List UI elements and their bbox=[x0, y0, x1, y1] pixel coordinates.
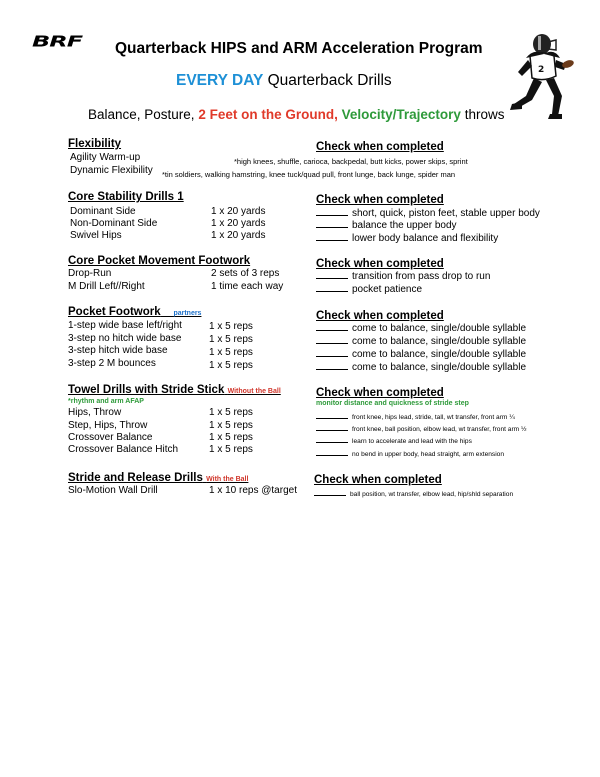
core-row-3-name: Swivel Hips bbox=[70, 230, 122, 241]
check-blank[interactable] bbox=[316, 430, 348, 431]
focus-line bbox=[88, 107, 504, 122]
core-row-2-name: Non-Dominant Side bbox=[70, 218, 158, 229]
svg-text:2: 2 bbox=[538, 65, 545, 75]
check-header-pocket-footwork: Check when completed bbox=[316, 310, 444, 322]
pm-row-1-reps: 2 sets of 3 reps bbox=[211, 268, 280, 279]
flex-row-1-detail: *high knees, shuffle, carioca, backpedal, butt kicks, power skips, sprint bbox=[234, 157, 468, 166]
pm-row-2-check bbox=[316, 285, 422, 295]
sr-row-1-check-text: ball position, wt transfer, elbow lead, hip/shld separation bbox=[350, 491, 514, 498]
core-row-1-check-text: short, quick, piston feet, stable upper body bbox=[352, 208, 540, 219]
sr-row-1-check bbox=[314, 491, 513, 498]
pf-row-4-check-text: come to balance, single/double syllable bbox=[352, 362, 526, 373]
section-title-pocket-movement: Core Pocket Movement Footwork bbox=[68, 255, 251, 267]
pf-row-1-name: 1-step wide base left/right bbox=[68, 320, 182, 331]
core-row-3-check bbox=[316, 234, 498, 244]
core-row-2-check-text: balance the upper body bbox=[352, 220, 457, 231]
focus-part-end: throws bbox=[464, 107, 505, 122]
check-blank[interactable] bbox=[316, 227, 348, 228]
core-row-1-name: Dominant Side bbox=[70, 206, 136, 217]
section-title-pocket-footwork bbox=[68, 306, 201, 318]
check-blank[interactable] bbox=[316, 278, 348, 279]
pm-row-2-reps: 1 time each way bbox=[211, 281, 284, 292]
tw-row-2-name: Step, Hips, Throw bbox=[68, 420, 148, 431]
pm-row-1-name: Drop-Run bbox=[68, 268, 112, 279]
every-day-label: EVERY DAY bbox=[176, 72, 264, 89]
focus-part-a: Balance, Posture, bbox=[88, 107, 195, 122]
football-player-illustration bbox=[500, 30, 580, 122]
check-blank[interactable] bbox=[314, 495, 346, 496]
towel-check-note: monitor distance and quickness of stride step bbox=[316, 400, 469, 407]
towel-note: Without the Ball bbox=[227, 388, 281, 395]
towel-subnote: *rhythm and arm AFAP bbox=[68, 398, 144, 405]
check-blank[interactable] bbox=[316, 240, 348, 241]
core-row-3-check-text: lower body balance and flexibility bbox=[352, 233, 499, 244]
check-blank[interactable] bbox=[316, 455, 348, 456]
flex-row-1-name: Agility Warm-up bbox=[70, 152, 141, 163]
pf-row-2-reps: 1 x 5 reps bbox=[209, 334, 253, 345]
tw-row-1-check bbox=[316, 414, 515, 421]
tw-row-3-name: Crossover Balance bbox=[68, 432, 153, 443]
check-blank[interactable] bbox=[316, 442, 348, 443]
towel-title: Towel Drills with Stride Stick bbox=[68, 384, 225, 396]
pm-row-1-check bbox=[316, 272, 490, 282]
tw-row-4-name: Crossover Balance Hitch bbox=[68, 444, 179, 455]
pf-row-3-check bbox=[316, 350, 526, 360]
section-title-flexibility: Flexibility bbox=[68, 138, 122, 150]
pf-row-4-name: 3-step 2 M bounces bbox=[68, 358, 156, 369]
pf-row-3-name: 3-step hitch wide base bbox=[68, 345, 168, 356]
tw-row-1-reps: 1 x 5 reps bbox=[209, 407, 253, 418]
stride-note: With the Ball bbox=[206, 476, 249, 483]
check-blank[interactable] bbox=[316, 369, 348, 370]
pm-row-2-name: M Drill Left//Right bbox=[68, 281, 145, 292]
check-blank[interactable] bbox=[316, 330, 348, 331]
pf-row-1-check bbox=[316, 324, 526, 334]
flex-row-2-detail: *tin soldiers, walking hamstring, knee tuck/quad pull, front lunge, back lunge, spider man bbox=[162, 170, 456, 179]
pf-row-2-name: 3-step no hitch wide base bbox=[68, 333, 182, 344]
section-title-towel-drills bbox=[68, 384, 281, 396]
page-subtitle bbox=[176, 72, 392, 90]
pocket-footwork-title: Pocket Footwork bbox=[68, 306, 161, 318]
check-blank[interactable] bbox=[316, 291, 348, 292]
subtitle-rest: Quarterback Drills bbox=[267, 72, 392, 89]
tw-row-1-name: Hips, Throw bbox=[68, 407, 122, 418]
pf-row-1-check-text: come to balance, single/double syllable bbox=[352, 323, 526, 334]
check-header-stride: Check when completed bbox=[314, 474, 442, 486]
brf-logo: BRF bbox=[32, 32, 83, 51]
tw-row-2-check-text: front knee, ball position, elbow lead, wt transfer, front arm ½ bbox=[352, 426, 527, 433]
check-header-pocket-movement: Check when completed bbox=[316, 258, 444, 270]
pf-row-3-check-text: come to balance, single/double syllable bbox=[352, 349, 526, 360]
stride-title: Stride and Release Drills bbox=[68, 472, 203, 484]
sr-row-1-reps: 1 x 10 reps @target bbox=[209, 485, 297, 496]
tw-row-3-check-text: learn to accelerate and lead with the hips bbox=[352, 438, 472, 445]
check-header-flexibility: Check when completed bbox=[316, 141, 444, 153]
check-blank[interactable] bbox=[316, 356, 348, 357]
check-blank[interactable] bbox=[316, 343, 348, 344]
focus-part-red: 2 Feet on the Ground, bbox=[198, 107, 338, 122]
sr-row-1-name: Slo-Motion Wall Drill bbox=[68, 485, 158, 496]
page-title: Quarterback HIPS and ARM Acceleration Program bbox=[115, 40, 483, 57]
pf-row-4-reps: 1 x 5 reps bbox=[209, 360, 253, 371]
check-header-towel: Check when completed bbox=[316, 387, 444, 399]
tw-row-1-check-text: front knee, hips lead, stride, tall, wt transfer, front arm ¼ bbox=[352, 414, 515, 421]
pm-row-2-check-text: pocket patience bbox=[352, 284, 423, 295]
pf-row-4-check bbox=[316, 363, 526, 373]
pf-row-1-reps: 1 x 5 reps bbox=[209, 321, 253, 332]
tw-row-4-reps: 1 x 5 reps bbox=[209, 444, 253, 455]
section-title-core-stability: Core Stability Drills 1 bbox=[68, 191, 184, 203]
core-row-3-reps: 1 x 20 yards bbox=[211, 230, 266, 241]
tw-row-2-reps: 1 x 5 reps bbox=[209, 420, 253, 431]
core-row-2-check bbox=[316, 221, 457, 231]
pocket-footwork-note: partners bbox=[173, 310, 202, 317]
section-title-stride-release bbox=[68, 472, 248, 484]
tw-row-2-check bbox=[316, 426, 526, 433]
tw-row-4-check-text: no bend in upper body, head straight, arm extension bbox=[352, 451, 505, 458]
check-blank[interactable] bbox=[316, 215, 348, 216]
core-row-1-reps: 1 x 20 yards bbox=[211, 206, 266, 217]
flex-row-2-name: Dynamic Flexibility bbox=[70, 165, 153, 176]
focus-part-green: Velocity/Trajectory bbox=[341, 107, 461, 122]
core-row-2-reps: 1 x 20 yards bbox=[211, 218, 266, 229]
core-row-1-check bbox=[316, 209, 540, 219]
check-header-core-stability: Check when completed bbox=[316, 194, 444, 206]
tw-row-3-check bbox=[316, 438, 472, 445]
pm-row-1-check-text: transition from pass drop to run bbox=[352, 271, 491, 282]
check-blank[interactable] bbox=[316, 418, 348, 419]
tw-row-3-reps: 1 x 5 reps bbox=[209, 432, 253, 443]
pf-row-2-check-text: come to balance, single/double syllable bbox=[352, 336, 526, 347]
tw-row-4-check bbox=[316, 451, 504, 458]
pf-row-3-reps: 1 x 5 reps bbox=[209, 347, 253, 358]
pf-row-2-check bbox=[316, 337, 526, 347]
